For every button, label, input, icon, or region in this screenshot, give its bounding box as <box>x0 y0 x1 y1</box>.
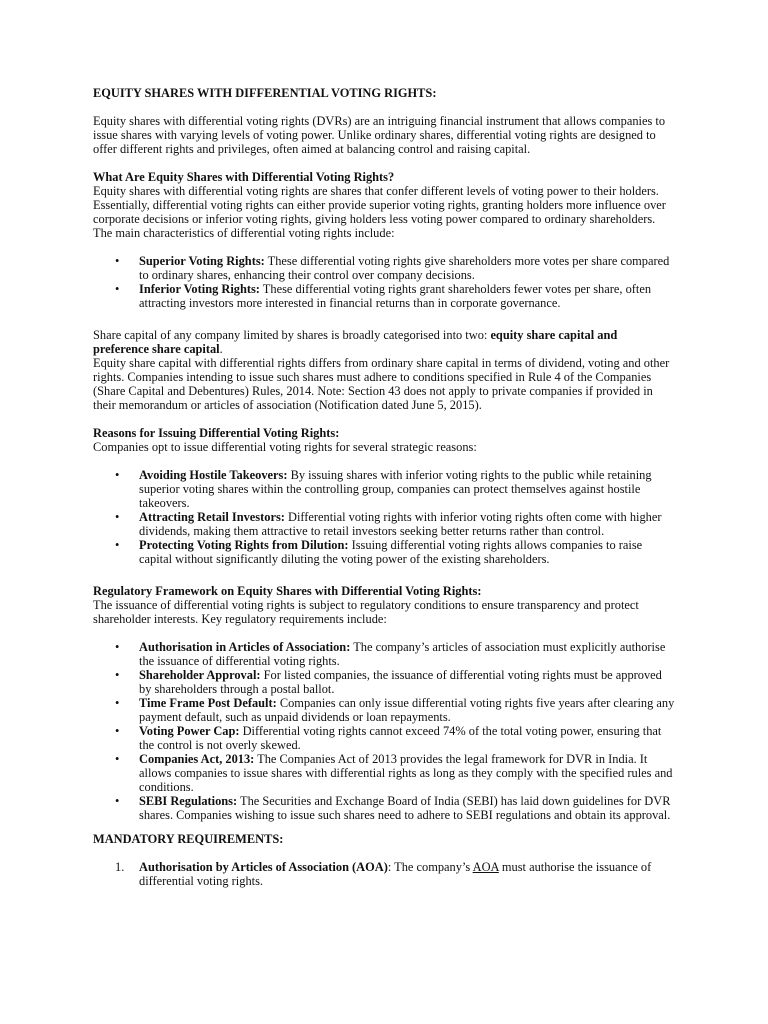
list-item <box>139 468 676 510</box>
section-heading-regulatory: Regulatory Framework on Equity Shares with Differential Voting Rights: <box>93 584 482 598</box>
list-item <box>115 860 676 888</box>
capital-paragraph <box>93 328 676 356</box>
list-item-text: By issuing shares with inferior voting rights to the public while retaining superior voting shares within the controlling group, companies can protect themselves against hostile takeovers. <box>139 468 652 510</box>
list-item-text: The Companies Act of 2013 provides the legal framework for DVR in India. It allows companies to issue shares with differential rights as long as they comply with the specified rules and conditions. <box>139 752 673 794</box>
list-item-text: The company’s articles of association must explicitly authorise the issuance of differential voting rights. <box>139 640 666 668</box>
list-item-term: Inferior Voting Rights: <box>139 282 260 296</box>
aoa-link[interactable]: AOA <box>472 860 499 874</box>
regulatory-list <box>93 640 676 822</box>
list-item-text: Issuing differential voting rights allows companies to raise capital without significantly diluting the voting power of the existing shareholders. <box>139 538 643 566</box>
list-item <box>139 696 676 724</box>
list-item-term: Avoiding Hostile Takeovers: <box>139 468 288 482</box>
list-item-text: Differential voting rights with inferior voting rights often come with higher dividends, making them attractive to retail investors seeking better returns rather than control. <box>139 510 662 538</box>
list-item-text: Differential voting rights cannot exceed 74% of the total voting power, ensuring that the control is not overly skewed. <box>139 724 662 752</box>
mandatory-list <box>93 860 676 888</box>
reasons-list <box>93 468 676 566</box>
section-heading-reasons: Reasons for Issuing Differential Voting Rights: <box>93 426 340 440</box>
list-item <box>139 668 676 696</box>
list-item <box>139 254 676 282</box>
list-item-text: Companies can only issue differential voting rights five years after clearing any payment default, such as unpaid dividends or loan repayments. <box>139 696 675 724</box>
list-item-term: Companies Act, 2013: <box>139 752 255 766</box>
list-item-term: Superior Voting Rights: <box>139 254 265 268</box>
list-item <box>139 640 676 668</box>
list-item <box>139 794 676 822</box>
list-item <box>139 724 676 752</box>
capital-body: Equity share capital with differential rights differs from ordinary share capital in terms of dividend, voting and other rights. Companies intending to issue such shares must adhere to conditions specified in Rule 4 of the Companies (Share Capital and Debentures) Rules, 2014. Note: Section 43 does not apply to private companies if provided in their memorandum or articles of association (Notification dated June 5, 2015). <box>93 356 670 412</box>
list-item <box>139 752 676 794</box>
capital-lead: Share capital of any company limited by shares is broadly categorised into two: <box>93 328 491 342</box>
list-item-term: Shareholder Approval: <box>139 668 261 682</box>
list-item <box>139 510 676 538</box>
capital-bold: equity share capital and preference share capital <box>93 328 618 356</box>
list-item-term: Voting Power Cap: <box>139 724 240 738</box>
section-body-reasons: Companies opt to issue differential voting rights for several strategic reasons: <box>93 440 477 454</box>
list-item-text: These differential voting rights grant shareholders fewer votes per share, often attracting investors more interested in financial returns than in corporate governance. <box>139 282 652 310</box>
list-item-text: For listed companies, the issuance of differential voting rights must be approved by shareholders through a postal ballot. <box>139 668 662 696</box>
list-item-term: SEBI Regulations: <box>139 794 238 808</box>
characteristics-list <box>93 254 676 310</box>
intro-paragraph: Equity shares with differential voting rights (DVRs) are an intriguing financial instrument that allows companies to issue shares with varying levels of voting power. Unlike ordinary shares, differential voting rights are designed to offer different rights and privileges, often aimed at balancing control and raising capital. <box>93 114 666 156</box>
section-body-what-are: Equity shares with differential voting rights are shares that confer different levels of voting power to their holders. Essentially, differential voting rights can either provide superior voting rights, granting holders more influence over corporate decisions or inferior voting rights, giving holders less voting power compared to ordinary shareholders. The main characteristics of differential voting rights include: <box>93 184 666 240</box>
document-title: EQUITY SHARES WITH DIFFERENTIAL VOTING RIGHTS: <box>93 86 437 100</box>
list-item-text: The Securities and Exchange Board of India (SEBI) has laid down guidelines for DVR shares. Companies wishing to issue such shares need to adhere to SEBI regulations and obtain its approval. <box>139 794 671 822</box>
mandatory-heading: MANDATORY REQUIREMENTS: <box>93 832 284 846</box>
list-item-term: Authorisation in Articles of Association: <box>139 640 351 654</box>
section-body-regulatory: The issuance of differential voting rights is subject to regulatory conditions to ensure transparency and protect shareholder interests. Key regulatory requirements include: <box>93 598 639 626</box>
list-item-term: Authorisation by Articles of Association (AOA) <box>139 860 388 874</box>
list-item-term: Time Frame Post Default: <box>139 696 277 710</box>
list-item <box>139 538 676 566</box>
capital-end: . <box>219 342 223 356</box>
list-item-text: These differential voting rights give shareholders more votes per share compared to ordinary shares, enhancing their control over company decisions. <box>139 254 670 282</box>
list-item <box>139 282 676 310</box>
section-heading-what-are: What Are Equity Shares with Differential Voting Rights? <box>93 170 395 184</box>
list-item-text-pre: : The company’s <box>387 860 473 874</box>
list-item-term: Attracting Retail Investors: <box>139 510 285 524</box>
list-item-text-post: must authorise the issuance of differential voting rights. <box>139 860 652 888</box>
list-item-number: 1. <box>115 860 125 874</box>
list-item-term: Protecting Voting Rights from Dilution: <box>139 538 349 552</box>
